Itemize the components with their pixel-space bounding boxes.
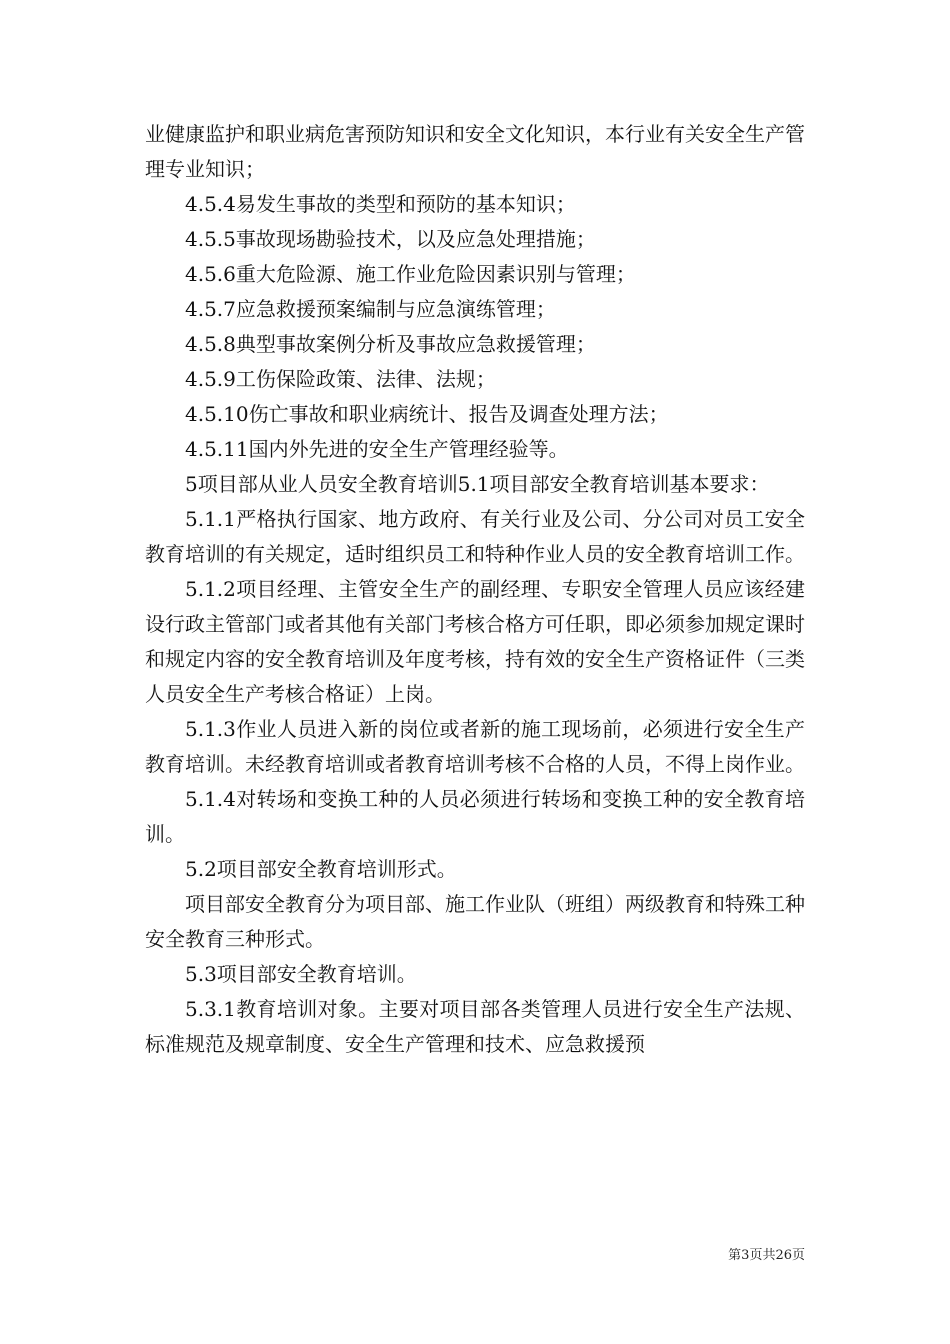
paragraph: 4.5.7应急救援预案编制与应急演练管理； xyxy=(185,297,556,321)
paragraph: 5.2项目部安全教育培训形式。 xyxy=(185,857,457,881)
paragraph: 4.5.5事故现场勘验技术，以及应急处理措施； xyxy=(185,227,596,251)
paragraph: 5.1.4对转场和变换工种的人员必须进行转场和变换工种的安全教育培训。 xyxy=(145,787,805,846)
paragraph: 4.5.6重大危险源、施工作业危险因素识别与管理； xyxy=(185,262,636,286)
paragraph: 5.1.3作业人员进入新的岗位或者新的施工现场前，必须进行安全生产教育培训。未经教育培训或者教育培训考核不合格的人员，不得上岗作业。 xyxy=(145,717,805,776)
paragraph: 4.5.8典型事故案例分析及事故应急救援管理； xyxy=(185,332,596,356)
paragraph: 4.5.11国内外先进的安全生产管理经验等。 xyxy=(185,437,569,461)
paragraph: 项目部安全教育分为项目部、施工作业队（班组）两级教育和特殊工种安全教育三种形式。 xyxy=(145,892,805,951)
paragraph: 5.3项目部安全教育培训。 xyxy=(185,962,417,986)
paragraph: 4.5.9工伤保险政策、法律、法规； xyxy=(185,367,496,391)
document-body xyxy=(145,117,805,1062)
paragraph: 5.3.1教育培训对象。主要对项目部各类管理人员进行安全生产法规、标准规范及规章制度、安全生产管理和技术、应急救援预 xyxy=(145,997,805,1056)
paragraph: 5.1.1严格执行国家、地方政府、有关行业及公司、分公司对员工安全教育培训的有关规定，适时组织员工和特种作业人员的安全教育培训工作。 xyxy=(145,507,805,566)
paragraph: 业健康监护和职业病危害预防知识和安全文化知识，本行业有关安全生产管理专业知识； xyxy=(145,122,805,181)
paragraph: 4.5.4易发生事故的类型和预防的基本知识； xyxy=(185,192,576,216)
paragraph: 5项目部从业人员安全教育培训5.1项目部安全教育培训基本要求： xyxy=(185,472,770,496)
paragraph: 5.1.2项目经理、主管安全生产的副经理、专职安全管理人员应该经建设行政主管部门或者其他有关部门考核合格方可任职，即必须参加规定课时和规定内容的安全教育培训及年度考核，持有效的安全生产资格证件（三类人员安全生产考核合格证）上岗。 xyxy=(145,577,805,706)
paragraph: 4.5.10伤亡事故和职业病统计、报告及调查处理方法； xyxy=(185,402,669,426)
page-number: 第3页共26页 xyxy=(728,1248,805,1263)
